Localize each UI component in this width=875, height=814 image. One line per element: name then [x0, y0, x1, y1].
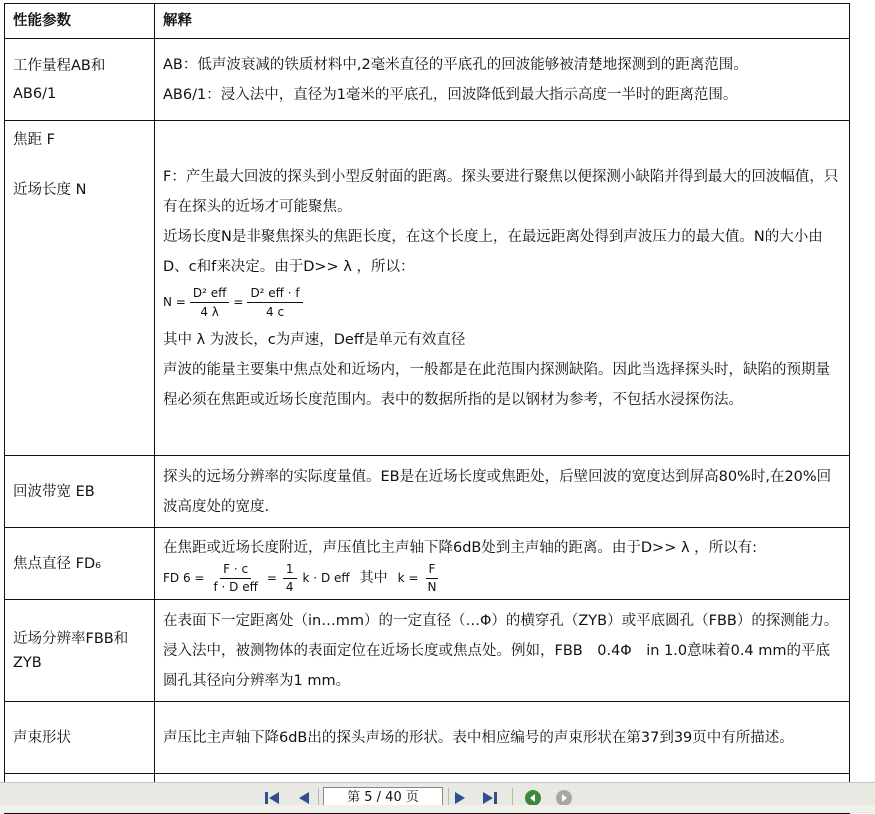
last-page-icon	[481, 790, 499, 806]
status-bar-strip	[0, 805, 875, 812]
formula-fraction	[190, 286, 230, 319]
parameters-table	[4, 3, 850, 814]
param-cell	[5, 702, 155, 774]
formula-lhs: FD 6 =	[163, 571, 205, 585]
focal-diameter-formula	[163, 563, 841, 594]
explanation-line: AB6/1：浸入法中，直径为1毫米的平底孔，回波降低到最大指示高度一半时的距离范围。	[163, 86, 738, 103]
formula-equals: =	[266, 571, 277, 585]
explanation-cell	[155, 528, 850, 600]
param-label: 声束形状	[13, 729, 71, 746]
formula-numerator: F	[426, 563, 439, 579]
formula-equals: =	[233, 295, 244, 309]
header-explanation: 解释	[155, 4, 850, 39]
explanation-paragraph: 探头的远场分辨率的实际度量值。EB是在近场长度或焦距处，后壁回波的宽度达到屏高80%时,在20%回波高度处的宽度.	[163, 468, 832, 515]
formula-numerator: F · c	[220, 563, 251, 579]
param-label: 回波带宽 EB	[13, 483, 95, 500]
table-row	[5, 39, 850, 121]
formula-fraction	[210, 563, 260, 594]
formula-k-lhs: k =	[397, 571, 419, 585]
formula-lhs: N =	[163, 295, 186, 309]
formula-denominator: f · D eff	[213, 580, 258, 594]
formula-fraction	[247, 286, 302, 319]
explanation-paragraph: F：产生最大回波的探头到小型反射面的距离。探头要进行聚焦以便探测小缺陷并得到最大的回波幅值，只有在探头的近场才可能聚焦。	[163, 168, 839, 215]
table-row	[5, 121, 850, 456]
next-page-icon	[452, 790, 468, 806]
explanation-cell	[155, 39, 850, 121]
param-cell	[5, 600, 155, 702]
table-row	[5, 456, 850, 528]
explanation-paragraph: 在表面下一定距离处（in…mm）的一定直径（…Φ）的横穿孔（ZYB）或平底圆孔（FBB）的探测能力。浸入法中，被测物体的表面定位在近场长度或焦点处。例如，FBB 0.4Φ in 1.0意味着0.4 mm的平底圆孔其径向分辨率为1 mm。	[163, 612, 839, 689]
table-row	[5, 702, 850, 774]
formula-fraction	[283, 563, 297, 594]
explanation-paragraph: 近场长度N是非聚焦探头的焦距长度，在这个长度上，在最远距离处得到声波压力的最大值。N的大小由D、c和f来决定。由于D>> λ ，所以：	[163, 228, 823, 275]
formula-numerator: D² eff	[190, 286, 230, 303]
explanation-cell	[155, 600, 850, 702]
param-label: 焦点直径 FD₆	[13, 555, 101, 572]
formula-denominator: 4 λ	[200, 304, 219, 319]
table-row	[5, 600, 850, 702]
formula-term: k · D eff	[302, 571, 350, 585]
table-header-row	[5, 4, 850, 39]
explanation-paragraph: 其中 λ 为波长，c为声速，Deff是单元有效直径	[163, 331, 466, 348]
param-label: 近场长度 N	[13, 182, 87, 198]
first-page-icon	[263, 790, 281, 806]
explanation-cell	[155, 456, 850, 528]
explanation-cell	[155, 121, 850, 456]
explanation-paragraph: 在焦距或近场长度附近，声压值比主声轴下降6dB处到主声轴的距离。由于D>> λ ，所以有:	[163, 540, 758, 556]
formula-denominator: 4	[285, 580, 294, 594]
near-field-formula	[163, 286, 841, 319]
param-cell	[5, 121, 155, 456]
param-label: 工作量程AB和AB6/1	[13, 57, 106, 102]
param-label: 近场分辨率FBB和 ZYB	[13, 630, 129, 671]
page-number-field[interactable]: 第 5 / 40 页	[323, 787, 443, 807]
header-param: 性能参数	[5, 4, 155, 39]
explanation-paragraph: 声波的能量主要集中焦点处和近场内，一般都是在此范围内探测缺陷。因此当选择探头时，缺陷的预期量程必须在焦距或近场长度范围内。表中的数据所指的是以钢材为参考，不包括水浸探伤法。	[163, 361, 830, 408]
formula-denominator: N	[427, 580, 437, 594]
param-cell	[5, 39, 155, 121]
formula-numerator: D² eff · f	[247, 286, 302, 303]
formula-denominator: 4 c	[266, 304, 285, 319]
formula-fraction	[424, 563, 439, 594]
param-cell	[5, 456, 155, 528]
param-cell	[5, 528, 155, 600]
previous-page-icon	[296, 790, 312, 806]
explanation-line: AB：低声波衰减的铁质材料中,2毫米直径的平底孔的回波能够被清楚地探测到的距离范围。	[163, 56, 748, 73]
formula-numerator: 1	[283, 563, 297, 579]
param-label: 焦距 F	[13, 132, 55, 148]
formula-where: 其中	[359, 570, 388, 586]
table-row	[5, 528, 850, 600]
explanation-paragraph: 声压比主声轴下降6dB出的探头声场的形状。表中相应编号的声束形状在第37到39页中有所描述。	[163, 729, 794, 746]
explanation-cell	[155, 702, 850, 774]
